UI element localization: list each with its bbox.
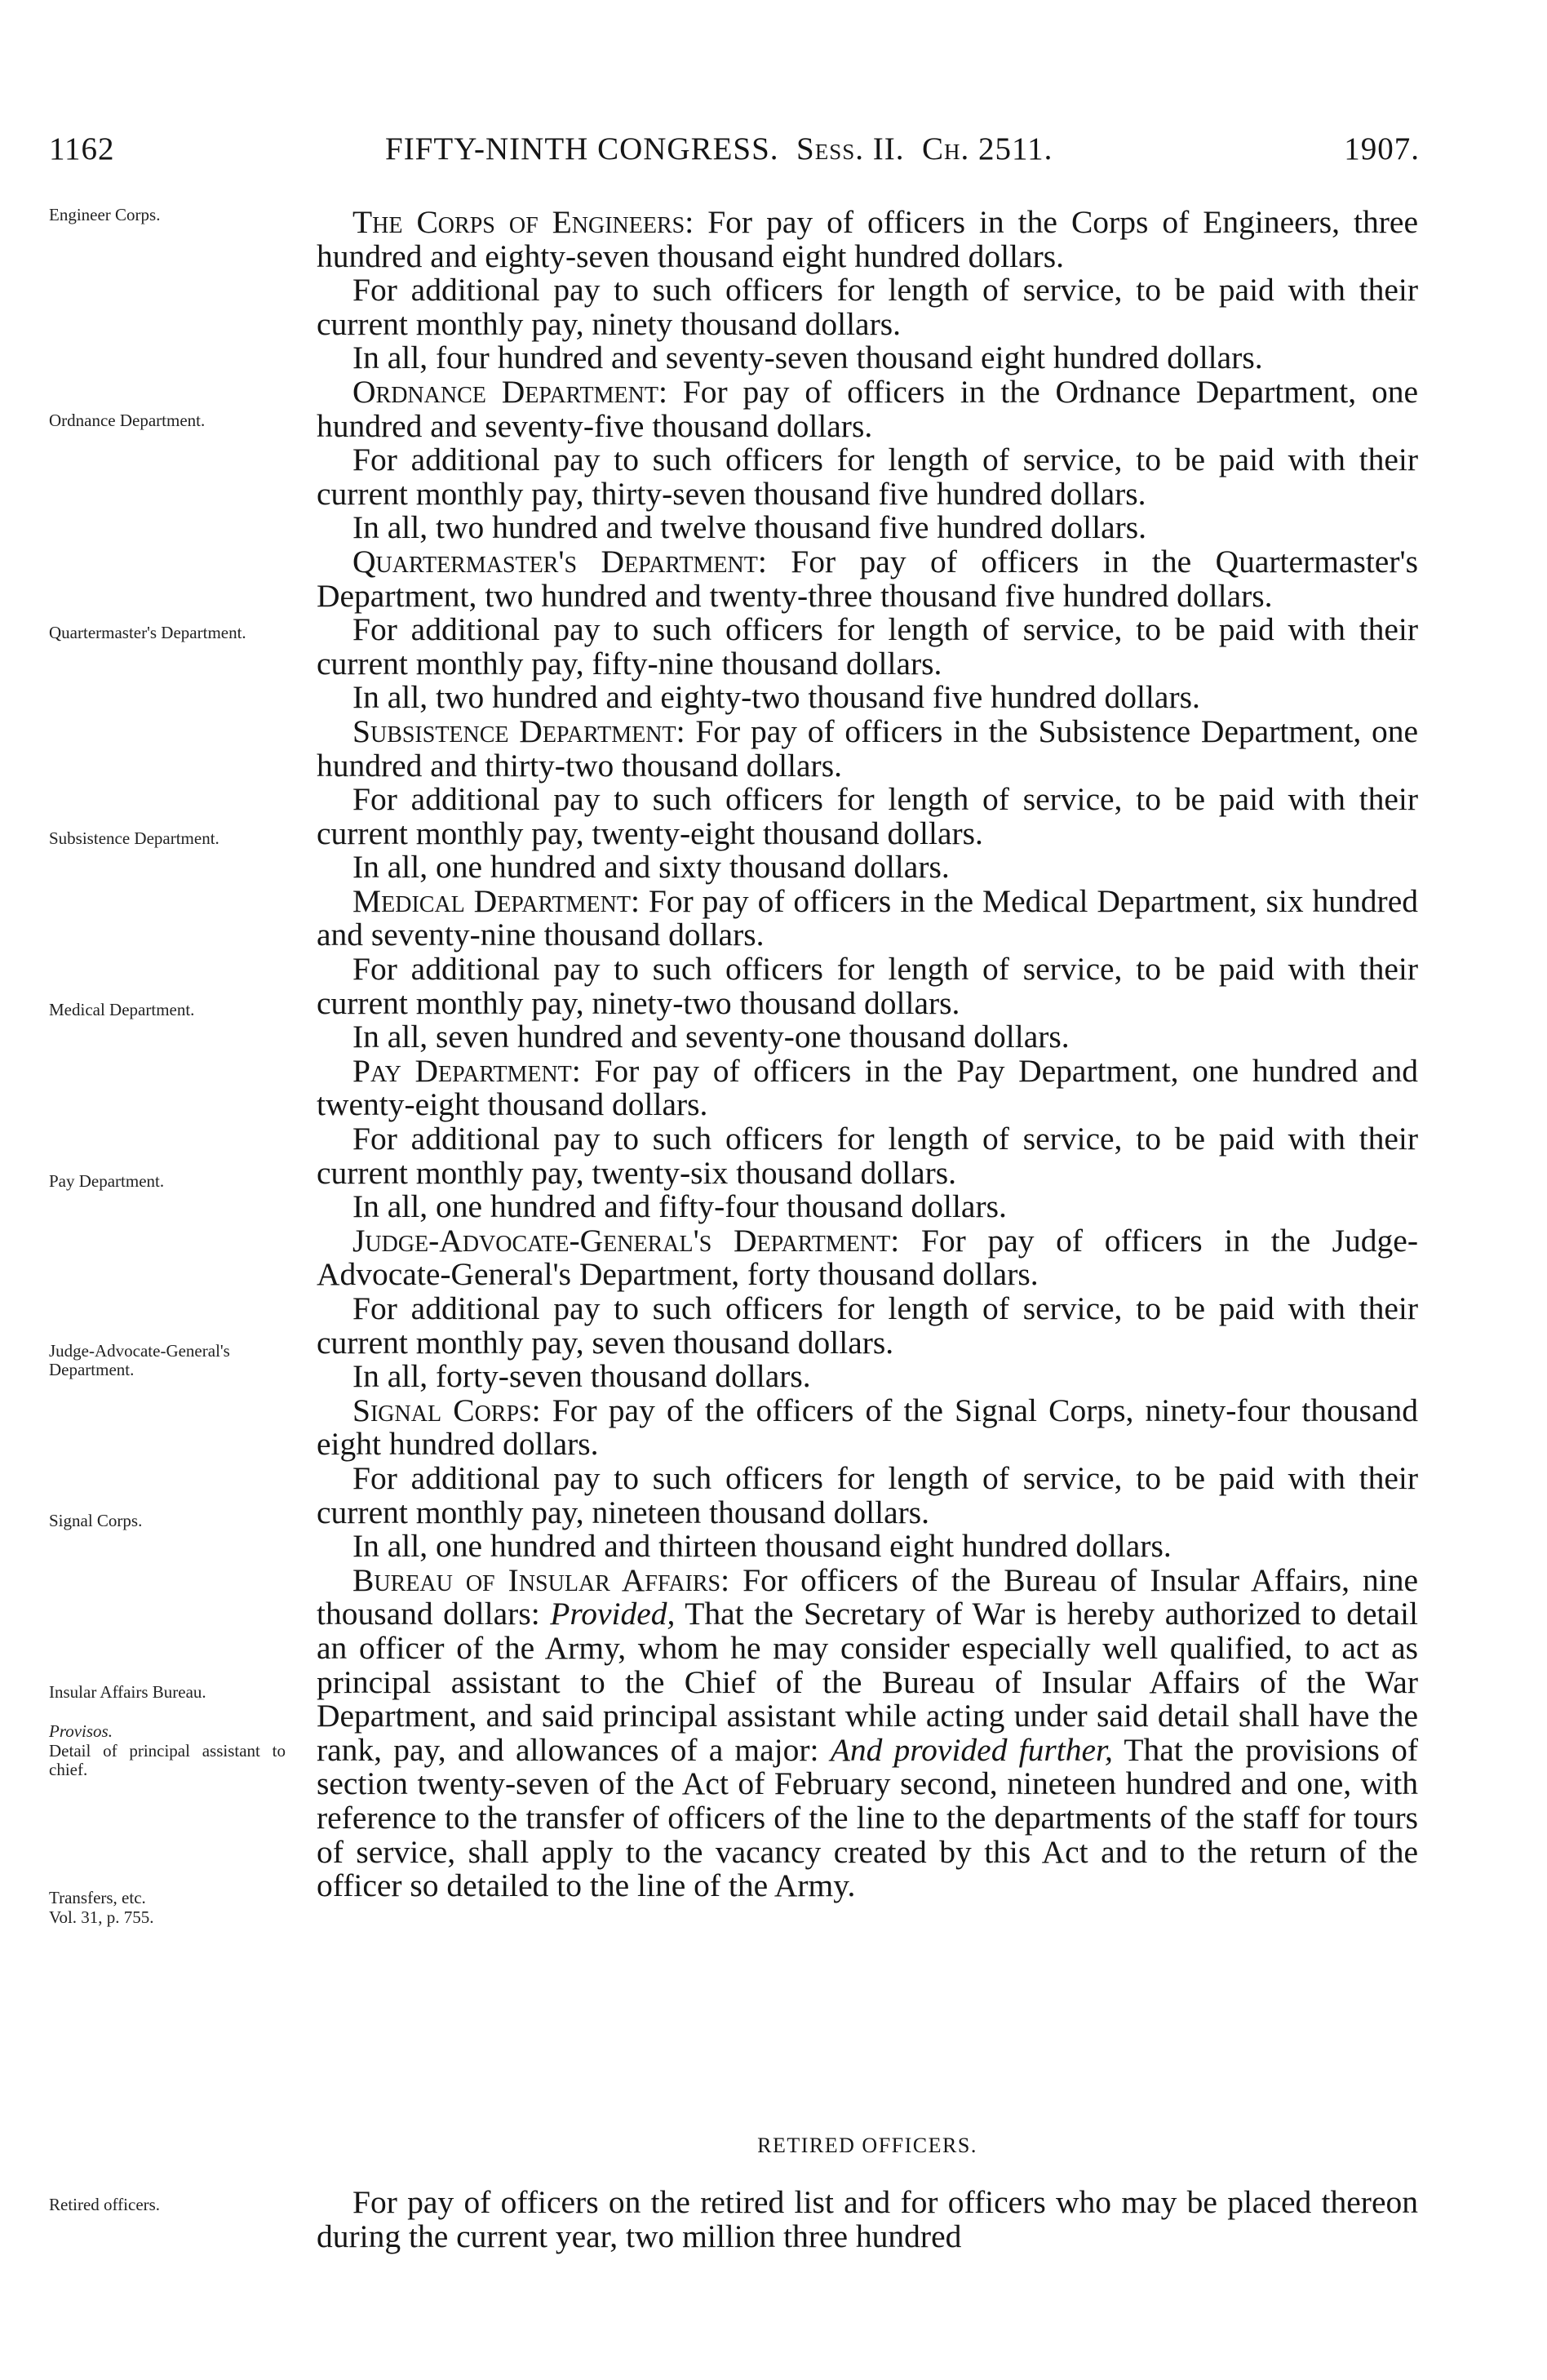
paragraph-additional: For additional pay to such officers for length of service, to be paid with their current monthly pay, twenty-six thousand dollars. (317, 1121, 1418, 1191)
margin-note-detail-assistant: Detail of principal assistant to chief. (49, 1741, 286, 1779)
running-header (49, 131, 1420, 180)
paragraph-additional: For additional pay to such officers for length of service, to be paid with their current monthly pay, ninety thousand dollars. (317, 272, 1418, 342)
paragraph-total: In all, one hundred and sixty thousand dollars. (352, 849, 950, 886)
paragraph-additional: For additional pay to such officers for length of service, to be paid with their current monthly pay, ninety-two thousand dollars. (317, 951, 1418, 1021)
paragraph-signal: Signal Corps: For pay of the officers of the Signal Corps, ninety-four thousand eight hundred dollars. (317, 1392, 1419, 1463)
margin-note-pay: Pay Department. (49, 1171, 165, 1191)
section-heading-retired: RETIRED OFFICERS. (757, 2134, 977, 2157)
paragraph-additional: For additional pay to such officers for length of service, to be paid with their current monthly pay, seven thousand dollars. (317, 1290, 1418, 1361)
proviso-provided-further: And provided further, (830, 1731, 1113, 1768)
margin-note-subsistence: Subsistence Department. (49, 828, 219, 848)
paragraph-pay: Pay Department: For pay of officers in the Pay Department, one hundred and twenty-eight thousand dollars. (317, 1052, 1418, 1123)
margin-note-transfers: Transfers, etc. (49, 1888, 146, 1907)
paragraph-total: In all, two hundred and twelve thousand five hundred dollars. (352, 509, 1146, 546)
margin-note-ordnance: Ordnance Department. (49, 411, 206, 430)
margin-note-judge-advocate: Judge-Advocate-General's Department. (49, 1341, 230, 1379)
body-text (317, 206, 1418, 1903)
paragraph-total: In all, one hundred and thirteen thousand eight hundred dollars. (352, 1528, 1172, 1565)
paragraph-subsistence: Subsistence Department: For pay of officers in the Subsistence Department, one hundred and thirty-two thousand dollars. (317, 713, 1418, 784)
session-label: Sess. II. (796, 131, 905, 167)
paragraph-total: In all, seven hundred and seventy-one thousand dollars. (352, 1019, 1070, 1055)
page-number: 1162 (49, 131, 115, 167)
margin-note-retired-officers: Retired officers. (49, 2195, 161, 2214)
paragraph-ordnance: Ordnance Department: For pay of officers in the Ordnance Department, one hundred and seventy-five thousand dollars. (317, 373, 1418, 444)
margin-note-vol-reference: Vol. 31, p. 755. (49, 1907, 154, 1927)
proviso-provided: Provided, (550, 1596, 676, 1632)
paragraph-additional: For additional pay to such officers for length of service, to be paid with their current monthly pay, thirty-seven thousand five hundred dollars. (317, 442, 1418, 512)
lead-medical: Medical Department: (352, 882, 640, 919)
paragraph-quartermaster: Quartermaster's Department: For pay of officers in the Quartermaster's Department, two hundred and twenty-three thousand five hundred dollars. (317, 543, 1418, 614)
paragraph-additional: For additional pay to such officers for length of service, to be paid with their current monthly pay, nineteen thousand dollars. (317, 1459, 1418, 1530)
paragraph-total: In all, two hundred and eighty-two thousand five hundred dollars. (352, 679, 1200, 716)
lead-subsistence: Subsistence Department: (352, 713, 685, 749)
margin-note-insular-affairs: Insular Affairs Bureau. (49, 1682, 206, 1702)
margin-note-signal-corps: Signal Corps. (49, 1511, 143, 1530)
paragraph-total: In all, forty-seven thousand dollars. (352, 1358, 811, 1395)
lead-pay: Pay Department: (352, 1052, 581, 1089)
margin-note-engineer-corps: Engineer Corps. (49, 205, 161, 224)
lead-insular: Bureau of Insular Affairs: (352, 1561, 730, 1598)
retired-text (317, 2186, 1418, 2253)
margin-note-medical: Medical Department. (49, 1000, 195, 1019)
paragraph-medical: Medical Department: For pay of officers in the Medical Department, six hundred and seventy-nine thousand dollars. (317, 882, 1418, 953)
lead-judge-advocate: Judge-Advocate-General's Department: (352, 1222, 900, 1259)
running-title: FIFTY-NINTH CONGRESS. Sess. II. Ch. 2511. (385, 131, 1053, 167)
paragraph-total: In all, four hundred and seventy-seven thousand eight hundred dollars. (352, 340, 1263, 376)
paragraph-engineers: The Corps of Engineers: For pay of officers in the Corps of Engineers, three hundred and eighty-seven thousand eight hundred dollars. (317, 204, 1418, 274)
paragraph-additional: For additional pay to such officers for length of service, to be paid with their current monthly pay, fifty-nine thousand dollars. (317, 611, 1418, 682)
paragraph-retired: For pay of officers on the retired list and for officers who may be placed thereon during the current year, two million three hundred (317, 2184, 1418, 2254)
margin-note-quartermaster: Quartermaster's Department. (49, 623, 246, 642)
paragraph-insular-affairs: Bureau of Insular Affairs: For officers of the Bureau of Insular Affairs, nine thousand dollars: Provided, That the Secretary of War is hereby authorized to detail an officer of the Army, whom he may consider especially well qualified, to act as principal assistant to the Chief of the Bureau of Insular Affairs of the War Department, and said principal assistant while acting under said detail shall have the rank, pay, and allowances of a major: And provided further, That the provisions of section twenty-seven of the Act of February second, nineteen hundred and one, with reference to the transfer of officers of the line to the departments of the staff for tours of service, shall apply to the vacancy created by this Act and to the return of the officer so detailed to the line of the Army. (317, 1561, 1418, 1904)
lead-engineers: The Corps of Engineers: (352, 204, 694, 240)
margin-note-provisos: Provisos. (49, 1721, 113, 1741)
paragraph-total: In all, one hundred and fifty-four thousand dollars. (352, 1188, 1007, 1225)
lead-ordnance: Ordnance Department: (352, 373, 667, 410)
paragraph-additional: For additional pay to such officers for length of service, to be paid with their current monthly pay, twenty-eight thousand dollars. (317, 781, 1418, 851)
lead-signal: Signal Corps: (352, 1392, 541, 1428)
lead-quartermaster: Quartermaster's Department: (352, 543, 767, 579)
paragraph-judge-advocate: Judge-Advocate-General's Department: For pay of officers in the Judge-Advocate-General's Department, forty thousand dollars. (317, 1222, 1418, 1293)
year-label: 1907. (1344, 131, 1420, 167)
chapter-label: Ch. 2511. (922, 131, 1053, 167)
